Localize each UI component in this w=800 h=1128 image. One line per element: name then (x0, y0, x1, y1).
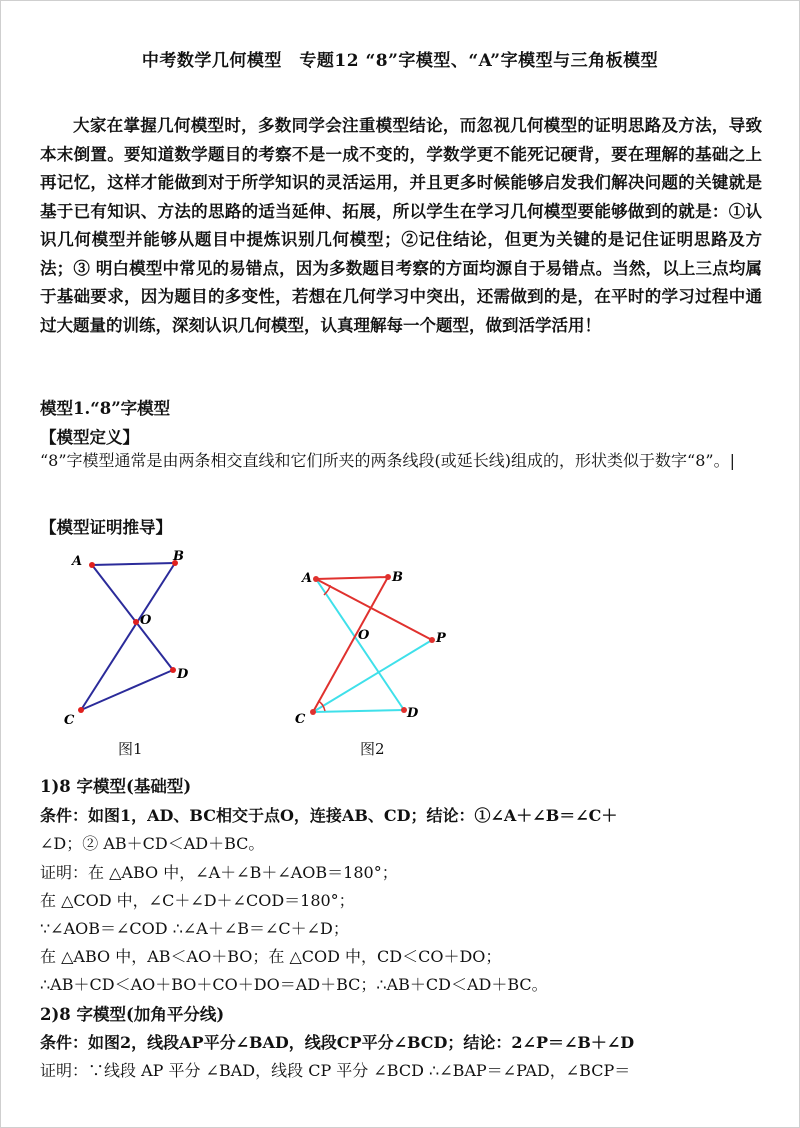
fig1-point-o (133, 619, 139, 625)
fig2-segment-ab (316, 577, 388, 579)
fig1-segment-ab (92, 563, 175, 565)
fig2-point-p (429, 637, 435, 643)
fig2-label-b: B (392, 570, 403, 585)
model1-heading: 模型1.“8”字模型 (40, 399, 171, 418)
fig2-point-c (310, 709, 316, 715)
figure-2 (290, 565, 460, 730)
figure-1-caption: 图1 (118, 740, 143, 758)
fig2-segment-cd (313, 710, 404, 712)
s1-line-4: 在 △COD 中，∠C＋∠D＋∠COD＝180°； (40, 891, 355, 910)
intro-paragraph (40, 112, 762, 340)
s1-line-6: 在 △ABO 中，AB＜AO＋BO；在 △COD 中，CD＜CO＋DO； (40, 947, 502, 966)
fig2-segment-ad (316, 579, 404, 710)
fig1-segment-bc (81, 563, 175, 710)
definition-heading: 【模型定义】 (40, 428, 139, 447)
fig2-point-a (313, 576, 319, 582)
fig1-point-a (89, 562, 95, 568)
fig2-label-p: P (436, 631, 446, 646)
fig2-label-o: O (358, 628, 370, 643)
fig1-point-d (170, 667, 176, 673)
fig2-label-a: A (302, 571, 313, 586)
fig1-label-o: O (140, 613, 152, 628)
fig2-segment-ap (316, 579, 432, 640)
fig2-label-c: C (295, 712, 306, 727)
s1-line-1: 条件：如图1，AD、BC相交于点O，连接AB、CD；结论：①∠A＋∠B＝∠C＋ (40, 806, 618, 825)
intro-text: 大家在掌握几何模型时，多数同学会注重模型结论，而忽视几何模型的证明思路及方法，导致本末倒置。要知道数学题目的考察不是一成不变的，学数学更不能死记硬背，要在理解的基础之上再记忆，这样才能做到对于所学知识的灵活运用，并且更多时候能够启发我们解决问题的关键就是基于已有知识、方法的思路的适当延伸、拓展，所以学生在学习几何模型要能够做到的就是：①认识几何模型并能够从题目中提炼识别几何模型；②记住结论，但更为关键的是记住证明思路及方法；③ 明白模型中常见的易错点，因为多数题目考察的方面均源自于易错点。当然，以上三点均属于基础要求，因为题目的多变性，若想在几何学习中突出，还需做到的是，在平时的学习过程中通过大题量的训练，深刻认识几何模型，认真理解每一个题型，做到活学活用！ (40, 116, 762, 335)
s1-line-5: ∵∠AOB＝∠COD ∴∠A＋∠B＝∠C＋∠D； (40, 919, 349, 938)
s2-line-1: 条件：如图2，线段AP平分∠BAD，线段CP平分∠BCD；结论：2∠P＝∠B＋∠D (40, 1033, 635, 1052)
fig1-point-c (78, 707, 84, 713)
fig1-label-b: B (173, 549, 184, 564)
s1-line-2: ∠D；② AB＋CD＜AD＋BC。 (40, 834, 265, 853)
section-2-heading: 2)8 字模型(加角平分线) (40, 1005, 225, 1024)
fig2-segment-cp (313, 640, 432, 712)
fig2-angle-mark-a (324, 585, 330, 595)
fig1-label-a: A (72, 554, 83, 569)
fig1-label-c: C (64, 713, 75, 728)
proof-heading: 【模型证明推导】 (40, 518, 172, 537)
figure-2-caption: 图2 (360, 740, 385, 758)
section-1-heading: 1)8 字模型(基础型) (40, 777, 192, 796)
s1-line-7: ∴AB＋CD＜AO＋BO＋CO＋DO＝AD＋BC；∴AB＋CD＜AD＋BC。 (40, 975, 548, 994)
fig1-segment-ad (92, 565, 173, 670)
fig2-label-d: D (407, 706, 419, 721)
definition-text: “8”字模型通常是由两条相交直线和它们所夹的两条线段(或延长线)组成的，形状类似于数字“8”。| (40, 451, 735, 470)
page-title: 中考数学几何模型 专题12 “8”字模型、“A”字模型与三角板模型 (141, 51, 659, 71)
fig2-point-b (385, 574, 391, 580)
figure-1 (60, 548, 220, 738)
s2-line-2: 证明：∵线段 AP 平分 ∠BAD，线段 CP 平分 ∠BCD ∴∠BAP＝∠PAD，∠BCP＝ (40, 1061, 631, 1080)
fig1-label-d: D (177, 667, 189, 682)
s1-line-3: 证明：在 △ABO 中，∠A＋∠B＋∠AOB＝180°； (40, 863, 398, 882)
